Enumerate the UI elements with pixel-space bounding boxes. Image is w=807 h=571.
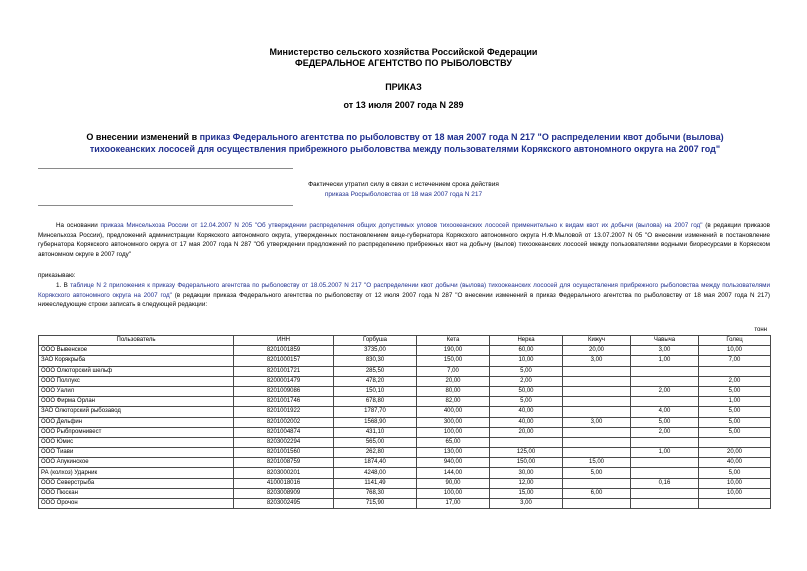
table-row	[39, 437, 771, 447]
cell-golets: 5,00	[699, 386, 771, 396]
col-header-nerka: Нерка	[490, 336, 563, 346]
cell-keta: 190,00	[417, 346, 490, 356]
table-row	[39, 397, 771, 407]
cell-inn: 4100018016	[234, 478, 334, 488]
cell-gorbusha: 262,80	[334, 448, 417, 458]
doc-title	[60, 131, 750, 155]
cell-golets: 2,00	[699, 376, 771, 386]
cell-inn: 8203000201	[234, 468, 334, 478]
cell-inn: 8201004874	[234, 427, 334, 437]
cell-kizhuch	[563, 376, 631, 386]
cell-golets: 10,00	[699, 346, 771, 356]
cell-inn: 8201002002	[234, 417, 334, 427]
cell-user: ООО Дельфин	[39, 417, 234, 427]
status-note-link[interactable]: приказа Росрыболовства от 18 мая 2007 года N 217	[324, 191, 483, 198]
cell-golets: 5,00	[699, 417, 771, 427]
table-row	[39, 458, 771, 468]
cell-gorbusha: 830,30	[334, 356, 417, 366]
cell-inn: 8201001560	[234, 448, 334, 458]
cell-inn: 8201001746	[234, 397, 334, 407]
cell-user: ООО Северстрыба	[39, 478, 234, 488]
cell-nerka: 12,00	[490, 478, 563, 488]
cell-keta: 100,00	[417, 488, 490, 498]
cell-gorbusha: 1874,40	[334, 458, 417, 468]
cell-kizhuch	[563, 407, 631, 417]
cell-keta: 130,00	[417, 448, 490, 458]
cell-golets	[699, 499, 771, 509]
cell-user: ООО Уалил	[39, 386, 234, 396]
cell-chavycha: 5,00	[631, 417, 699, 427]
cell-gorbusha: 431,10	[334, 427, 417, 437]
cell-nerka	[490, 437, 563, 447]
basis-rest: (в редакции приказов Минсельхоза России), предложений администрации Корякского автономного округа, утвержденных постановлением вице-губернатора Корякского автономного округа Н.Ф.Мыловой от 13.07.2007 N 05 "О внесении изменений в постановление губернатора Корякского автономного округа от 17 мая 2007 года N 287 "Об утверждении предложений по распределению прибрежных квот на добычу (вылов) тихоокеанских лососей между пользователями водными биоресурсами в Корякском автономном округе в 2007 году"	[38, 222, 771, 258]
cell-gorbusha: 4248,00	[334, 468, 417, 478]
cell-kizhuch	[563, 427, 631, 437]
table-row	[39, 427, 771, 437]
cell-inn: 8203002495	[234, 499, 334, 509]
table-row	[39, 488, 771, 498]
cell-golets: 10,00	[699, 488, 771, 498]
cell-chavycha	[631, 376, 699, 386]
cell-chavycha	[631, 468, 699, 478]
cell-inn: 8201001922	[234, 407, 334, 417]
cell-user: РА (колхоз) Ударник	[39, 468, 234, 478]
cell-golets	[699, 366, 771, 376]
col-header-user: Пользователь	[39, 336, 234, 346]
cell-keta: 17,00	[417, 499, 490, 509]
cell-gorbusha: 150,10	[334, 386, 417, 396]
cell-gorbusha: 1787,70	[334, 407, 417, 417]
cell-nerka: 40,00	[490, 407, 563, 417]
cell-user: ООО Олюторский шельф	[39, 366, 234, 376]
cell-gorbusha: 1141,49	[334, 478, 417, 488]
cell-kizhuch: 20,00	[563, 346, 631, 356]
cell-user: ООО Юмис	[39, 437, 234, 447]
cell-user: ООО Пюскан	[39, 488, 234, 498]
cell-keta: 65,00	[417, 437, 490, 447]
cell-kizhuch: 3,00	[563, 417, 631, 427]
agency-name: ФЕДЕРАЛЬНОЕ АГЕНТСТВО ПО РЫБОЛОВСТВУ	[295, 58, 512, 68]
cell-nerka: 60,00	[490, 346, 563, 356]
cell-chavycha: 2,00	[631, 386, 699, 396]
title-prefix: О внесении изменений в	[86, 132, 200, 142]
order-word: приказываю:	[38, 272, 76, 279]
cell-nerka: 3,00	[490, 499, 563, 509]
cell-kizhuch: 5,00	[563, 468, 631, 478]
cell-golets: 5,00	[699, 407, 771, 417]
table-header-row	[39, 336, 771, 346]
table-row	[39, 356, 771, 366]
cell-keta: 150,00	[417, 356, 490, 366]
col-header-gorbusha: Горбуша	[334, 336, 417, 346]
item1-link[interactable]: таблице N 2 приложения к приказу Федерального агентства по рыболовству от 18.05.2007 N 217 "О распределении квот добычи (вылова) тихоокеанских лососей для осуществления прибрежного рыболовства между пользователями Корякского автономного округа на 2007 год"	[38, 282, 770, 299]
cell-inn: 8200001479	[234, 376, 334, 386]
status-note: Фактически утратил силу в связи с истечением срока действия	[308, 181, 499, 188]
cell-chavycha	[631, 488, 699, 498]
cell-gorbusha: 3735,00	[334, 346, 417, 356]
title-link[interactable]: приказ Федерального агентства по рыболовству от 18 мая 2007 года N 217 "О распределении квот добычи (вылова) тихоокеанских лососей для осуществления прибрежного рыболовства между пользователями Корякского автономного округа на 2007 год"	[89, 132, 724, 154]
cell-user: ООО Фирма Орлан	[39, 397, 234, 407]
cell-inn: 8201001721	[234, 366, 334, 376]
cell-nerka: 20,00	[490, 427, 563, 437]
cell-kizhuch: 6,00	[563, 488, 631, 498]
cell-nerka: 5,00	[490, 397, 563, 407]
divider-bottom	[38, 205, 293, 206]
cell-nerka: 10,00	[490, 356, 563, 366]
cell-gorbusha: 715,90	[334, 499, 417, 509]
item1-rest: (в редакции приказа Федерального агентства по рыболовству от 12 июля 2007 года N 287 "О внесении изменений в приказ Федерального агентства по рыболовству от 18 мая 2007 года N 217) нижеследующие строки записать в следующей редакции:	[38, 291, 771, 308]
basis-link[interactable]: приказа Минсельхоза России от 12.04.2007 N 205 "Об утверждении распределения общих допустимых уловов тихоокеанских лососей применительно к видам квот их добычи (вылова) на 2007 год"	[100, 222, 703, 229]
item1-paragraph	[38, 281, 770, 310]
table-row	[39, 478, 771, 488]
cell-kizhuch: 3,00	[563, 356, 631, 366]
cell-gorbusha: 1568,90	[334, 417, 417, 427]
cell-nerka: 125,00	[490, 448, 563, 458]
cell-nerka: 150,00	[490, 458, 563, 468]
col-header-keta: Кета	[417, 336, 490, 346]
cell-user: ООО Апукинское	[39, 458, 234, 468]
cell-user: ООО Поллукс	[39, 376, 234, 386]
units-label: тонн	[754, 327, 767, 333]
cell-chavycha: 1,00	[631, 448, 699, 458]
cell-golets: 10,00	[699, 478, 771, 488]
quota-table	[38, 335, 771, 509]
cell-chavycha: 3,00	[631, 346, 699, 356]
cell-keta: 940,00	[417, 458, 490, 468]
table-row	[39, 499, 771, 509]
cell-chavycha	[631, 366, 699, 376]
cell-nerka: 2,00	[490, 376, 563, 386]
cell-golets: 5,00	[699, 468, 771, 478]
cell-user: ООО Рыбпромнивест	[39, 427, 234, 437]
col-header-golets: Голец	[699, 336, 771, 346]
cell-inn: 8201008759	[234, 458, 334, 468]
cell-user: ООО Тиави	[39, 448, 234, 458]
cell-inn: 8203008909	[234, 488, 334, 498]
cell-user: ЗАО Корякрыба	[39, 356, 234, 366]
cell-chavycha: 1,00	[631, 356, 699, 366]
table-body	[39, 346, 771, 509]
item1-prefix: 1. В	[56, 282, 71, 289]
cell-keta: 7,00	[417, 366, 490, 376]
cell-keta: 90,00	[417, 478, 490, 488]
table-row	[39, 376, 771, 386]
cell-gorbusha: 285,50	[334, 366, 417, 376]
cell-keta: 400,00	[417, 407, 490, 417]
basis-prefix: На основании	[56, 222, 101, 229]
cell-user: ООО Орочон	[39, 499, 234, 509]
divider-top	[38, 168, 293, 169]
cell-keta: 80,00	[417, 386, 490, 396]
cell-golets: 7,00	[699, 356, 771, 366]
cell-inn: 8203002294	[234, 437, 334, 447]
cell-keta: 20,00	[417, 376, 490, 386]
cell-kizhuch	[563, 366, 631, 376]
cell-inn: 8201001859	[234, 346, 334, 356]
cell-golets: 5,00	[699, 427, 771, 437]
cell-chavycha: 0,16	[631, 478, 699, 488]
cell-kizhuch	[563, 448, 631, 458]
cell-chavycha	[631, 437, 699, 447]
doc-type: ПРИКАЗ	[385, 82, 422, 92]
cell-user: ООО Вывенское	[39, 346, 234, 356]
cell-kizhuch	[563, 478, 631, 488]
cell-nerka: 40,00	[490, 417, 563, 427]
cell-gorbusha: 565,00	[334, 437, 417, 447]
cell-gorbusha: 768,30	[334, 488, 417, 498]
cell-kizhuch	[563, 499, 631, 509]
table-row	[39, 448, 771, 458]
cell-inn: 8201009086	[234, 386, 334, 396]
table-row	[39, 417, 771, 427]
cell-keta: 144,00	[417, 468, 490, 478]
cell-gorbusha: 678,80	[334, 397, 417, 407]
cell-golets: 40,00	[699, 458, 771, 468]
cell-inn: 8201000157	[234, 356, 334, 366]
basis-paragraph	[38, 221, 770, 259]
table-row	[39, 407, 771, 417]
cell-golets: 1,00	[699, 397, 771, 407]
cell-nerka: 50,00	[490, 386, 563, 396]
cell-golets: 20,00	[699, 448, 771, 458]
cell-nerka: 30,00	[490, 468, 563, 478]
cell-kizhuch	[563, 397, 631, 407]
col-header-inn: ИНН	[234, 336, 334, 346]
cell-kizhuch	[563, 386, 631, 396]
cell-nerka: 5,00	[490, 366, 563, 376]
cell-chavycha: 2,00	[631, 427, 699, 437]
cell-kizhuch: 15,00	[563, 458, 631, 468]
ministry-name: Министерство сельского хозяйства Российской Федерации	[269, 47, 538, 57]
cell-keta: 82,00	[417, 397, 490, 407]
table-row	[39, 386, 771, 396]
cell-chavycha	[631, 499, 699, 509]
cell-nerka: 15,00	[490, 488, 563, 498]
table-row	[39, 346, 771, 356]
cell-keta: 300,00	[417, 417, 490, 427]
cell-chavycha	[631, 397, 699, 407]
cell-golets	[699, 437, 771, 447]
col-header-kizhuch: Кижуч	[563, 336, 631, 346]
cell-user: ЗАО Олюторский рыбозавод	[39, 407, 234, 417]
table-row	[39, 366, 771, 376]
cell-chavycha	[631, 458, 699, 468]
cell-chavycha: 4,00	[631, 407, 699, 417]
table-row	[39, 468, 771, 478]
doc-date-number: от 13 июля 2007 года N 289	[343, 100, 464, 110]
cell-kizhuch	[563, 437, 631, 447]
col-header-chavycha: Чавыча	[631, 336, 699, 346]
cell-keta: 100,00	[417, 427, 490, 437]
cell-gorbusha: 478,20	[334, 376, 417, 386]
